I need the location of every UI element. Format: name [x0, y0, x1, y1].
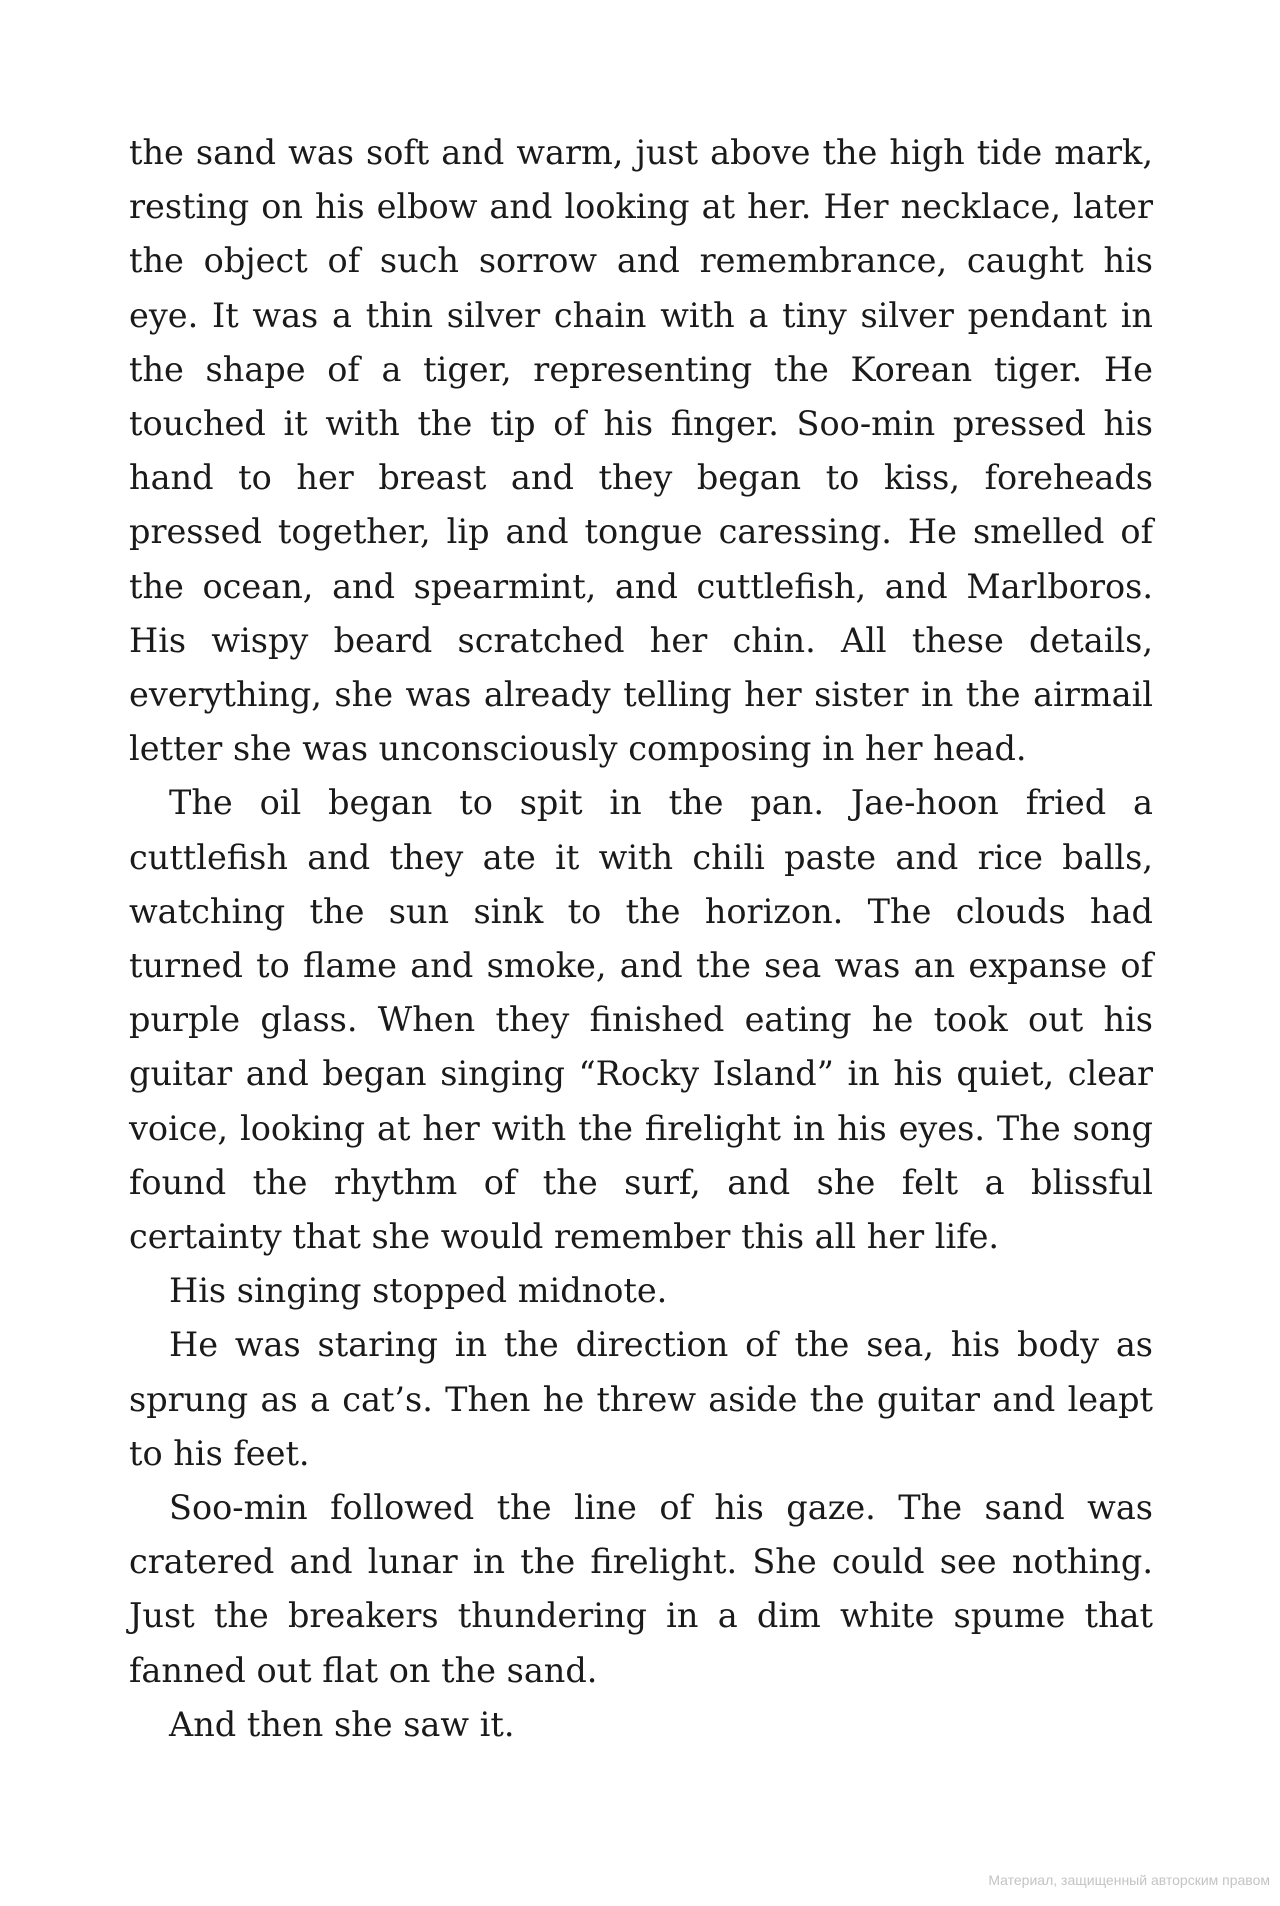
paragraph-cuttlefish-dinner: The oil began to spit in the pan. Jae-hoon fried a cuttlefish and they ate it with chili paste and rice balls, watching the sun sink to the horizon. The clouds had turned to flame and smoke, and the sea was an expanse of purple glass. When they finished eating he took out his guitar and began singing “Rocky Island” in his quiet, clear voice, looking at her with the firelight in his eyes. The song found the rhythm of the surf, and she felt a blissful certainty that she would remember this all her life. [129, 783, 1153, 1257]
paragraph-continued: the sand was soft and warm, just above the high tide mark, resting on his elbow and looking at her. Her necklace, later the object of such sorrow and remembrance, caught his eye. It was a thin silver chain with a tiny silver pendant in the shape of a tiger, representing the Korean tiger. He touched it with the tip of his finger. Soo-min pressed his hand to her breast and they began to kiss, foreheads pressed together, lip and tongue caressing. He smelled of the ocean, and spearmint, and cuttlefish, and Marlboros. His wispy beard scratched her chin. All these details, everything, she was already telling her sister in the airmail letter she was unconsciously composing in her head. [129, 133, 1153, 769]
copyright-watermark: Материал, защищенный авторским правом [988, 1872, 1270, 1888]
paragraph-followed-gaze: Soo-min followed the line of his gaze. The sand was cratered and lunar in the firelight. She could see nothing. Just the breakers thundering in a dim white spume that fanned out flat on the sand. [129, 1488, 1153, 1690]
book-page-text [129, 126, 1153, 1752]
paragraph-she-saw-it: And then she saw it. [169, 1704, 515, 1744]
paragraph-staring-at-sea: He was staring in the direction of the sea, his body as sprung as a cat’s. Then he threw aside the guitar and leapt to his feet. [129, 1325, 1153, 1473]
paragraph-singing-stopped: His singing stopped midnote. [169, 1271, 668, 1311]
